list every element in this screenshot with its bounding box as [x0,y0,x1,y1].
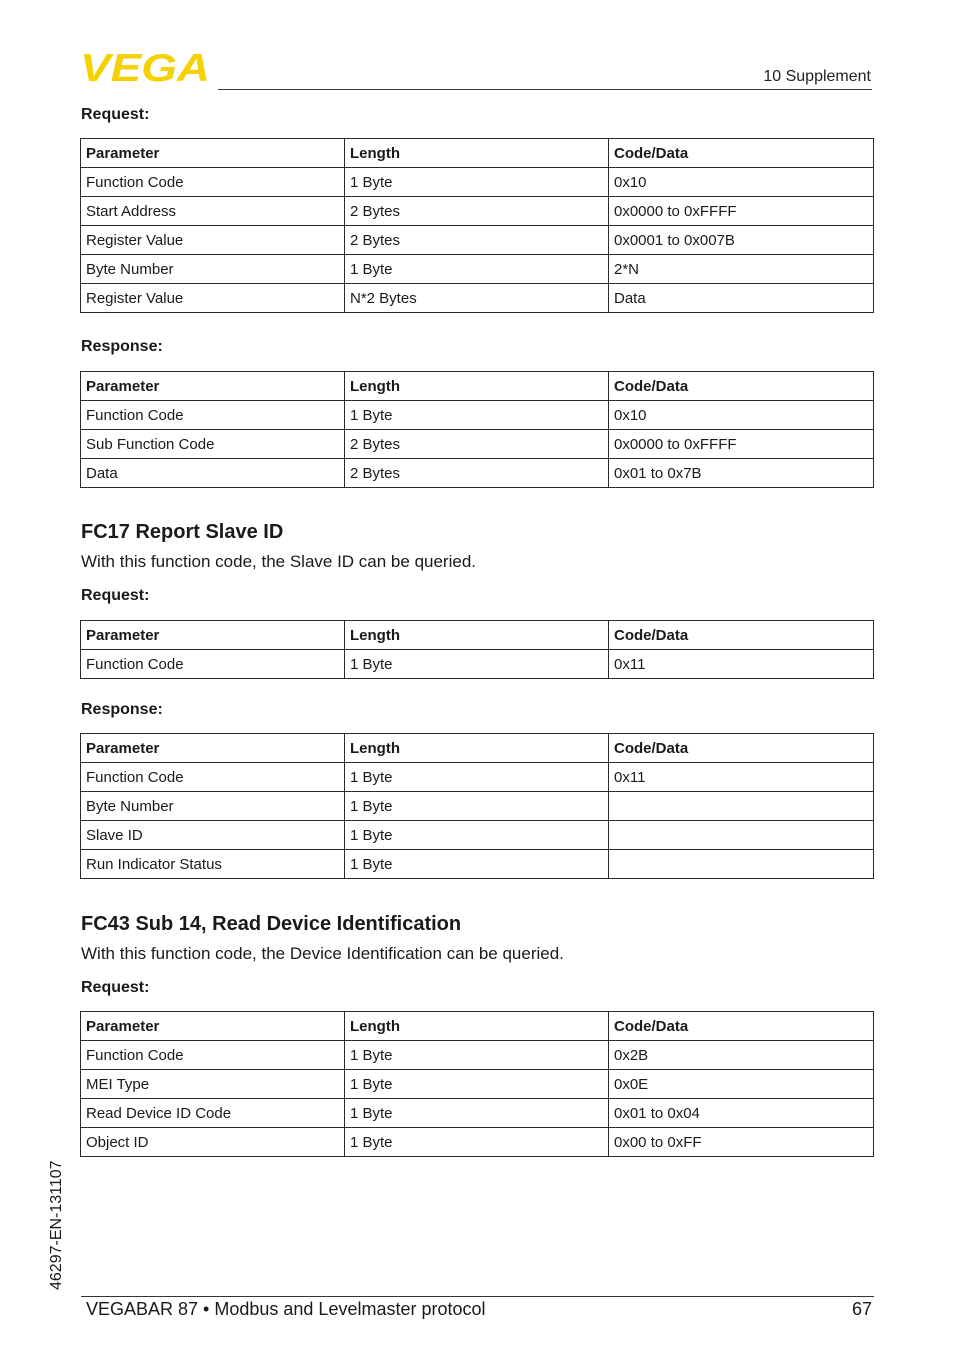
vega-logo [80,50,212,84]
table-row [81,430,874,459]
table-row [81,650,874,679]
table-row [81,197,874,226]
table-cell: 0x10 [609,168,874,197]
footer-title: VEGABAR 87 • Modbus and Levelmaster protocol [86,1299,486,1319]
section-description: With this function code, the Device Identification can be queried. [81,944,564,963]
table-cell: 0x11 [609,763,874,792]
table-row [81,1041,874,1070]
table-cell: Read Device ID Code [81,1099,345,1128]
header-divider [218,89,872,90]
table-row [81,763,874,792]
table-cell: N*2 Bytes [345,284,609,313]
table-row [81,1099,874,1128]
table-cell: Function Code [81,650,345,679]
table-cell: Slave ID [81,821,345,850]
table-cell [609,821,874,850]
table-cell: 1 Byte [345,850,609,879]
response-label: Response: [81,701,163,718]
table-cell: 0x0000 to 0xFFFF [609,430,874,459]
table-row [81,168,874,197]
table-row [81,401,874,430]
table-row [81,1128,874,1157]
footer-divider [81,1296,874,1297]
document-id: 46297-EN-131107 [48,1160,65,1290]
table-cell: 2 Bytes [345,197,609,226]
response-table [80,371,874,488]
table-cell: 2 Bytes [345,430,609,459]
column-header: Length [345,372,609,401]
table-cell [609,792,874,821]
table-cell: 1 Byte [345,401,609,430]
table-cell: Run Indicator Status [81,850,345,879]
table-cell: 1 Byte [345,1128,609,1157]
table-cell: 1 Byte [345,763,609,792]
table-cell: 1 Byte [345,650,609,679]
column-header: Parameter [81,372,345,401]
section-heading-fc43: FC43 Sub 14, Read Device Identification [81,913,462,935]
table-cell: Data [81,459,345,488]
table-cell [609,850,874,879]
column-header: Length [345,734,609,763]
table-row [81,821,874,850]
request-label: Request: [81,979,150,996]
header-section-title: 10 Supplement [763,68,871,85]
request-table [80,620,874,679]
table-header-row [81,734,874,763]
table-row [81,226,874,255]
column-header: Code/Data [609,1012,874,1041]
table-header-row [81,372,874,401]
table-cell: 2*N [609,255,874,284]
table-cell: 1 Byte [345,1099,609,1128]
page-number: 67 [851,1299,872,1319]
table-cell: 1 Byte [345,792,609,821]
table-cell: Register Value [81,284,345,313]
table-cell: Byte Number [81,792,345,821]
table-cell: 0x01 to 0x04 [609,1099,874,1128]
column-header: Length [345,621,609,650]
column-header: Code/Data [609,139,874,168]
table-cell: 1 Byte [345,168,609,197]
table-cell: 1 Byte [345,255,609,284]
table-row [81,284,874,313]
column-header: Length [345,139,609,168]
table-cell: 0x0000 to 0xFFFF [609,197,874,226]
column-header: Code/Data [609,372,874,401]
table-cell: 0x10 [609,401,874,430]
response-label: Response: [81,338,163,355]
table-cell: Data [609,284,874,313]
column-header: Parameter [81,734,345,763]
table-row [81,459,874,488]
table-cell: Byte Number [81,255,345,284]
column-header: Code/Data [609,734,874,763]
table-header-row [81,139,874,168]
table-cell: Object ID [81,1128,345,1157]
table-header-row [81,621,874,650]
table-cell: 1 Byte [345,1041,609,1070]
table-cell: Sub Function Code [81,430,345,459]
table-cell: 2 Bytes [345,459,609,488]
table-cell: Function Code [81,401,345,430]
response-table [80,733,874,879]
table-row [81,850,874,879]
table-cell: 0x01 to 0x7B [609,459,874,488]
column-header: Parameter [81,1012,345,1041]
svg-text:VEGA: VEGA [80,50,210,84]
table-cell: 1 Byte [345,821,609,850]
table-cell: Start Address [81,197,345,226]
table-row [81,792,874,821]
column-header: Parameter [81,139,345,168]
section-heading-fc17: FC17 Report Slave ID [81,521,284,543]
section-description: With this function code, the Slave ID can be queried. [81,552,477,571]
request-table [80,1011,874,1157]
table-cell: 0x00 to 0xFF [609,1128,874,1157]
table-row [81,1070,874,1099]
table-cell: MEI Type [81,1070,345,1099]
column-header: Code/Data [609,621,874,650]
table-cell: 2 Bytes [345,226,609,255]
table-cell: Function Code [81,1041,345,1070]
table-cell: 0x2B [609,1041,874,1070]
table-cell: 0x0E [609,1070,874,1099]
table-row [81,255,874,284]
table-cell: Function Code [81,763,345,792]
request-table [80,138,874,313]
column-header: Length [345,1012,609,1041]
column-header: Parameter [81,621,345,650]
table-cell: 0x0001 to 0x007B [609,226,874,255]
request-label: Request: [81,106,150,123]
request-label: Request: [81,587,150,604]
table-header-row [81,1012,874,1041]
table-cell: 1 Byte [345,1070,609,1099]
table-cell: Function Code [81,168,345,197]
table-cell: 0x11 [609,650,874,679]
table-cell: Register Value [81,226,345,255]
